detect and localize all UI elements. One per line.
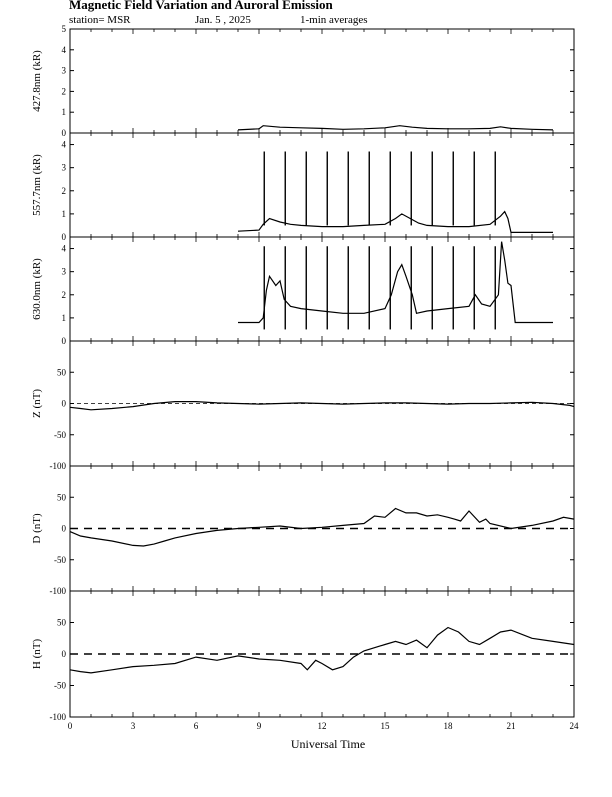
x-axis-label: Universal Time [290, 737, 366, 751]
ytick-label-p4278-4: 4 [61, 44, 66, 55]
series-line-pH-0 [70, 628, 574, 673]
xtick-label-18: 18 [443, 721, 453, 731]
ylabel-p6300: 630.0nm (kR) [31, 258, 43, 320]
xtick-label-3: 3 [130, 721, 136, 731]
ytick-label-pZ--50: -50 [54, 429, 66, 440]
ytick-label-pH--50: -50 [54, 680, 66, 691]
ytick-label-p4278-1: 1 [61, 107, 66, 118]
ytick-label-pZ-50: 50 [57, 367, 66, 378]
ylabel-pH: H (nT) [31, 638, 43, 670]
xtick-label-6: 6 [193, 721, 199, 731]
series-line-p4278-0 [238, 126, 553, 130]
ytick-label-pD-50: 50 [57, 492, 66, 503]
ytick-label-p5577-4: 4 [61, 139, 66, 150]
xtick-label-9: 9 [256, 721, 262, 731]
ytick-label-p6300-4: 4 [61, 243, 66, 254]
ytick-label-p4278-5: 5 [61, 24, 66, 34]
ytick-label-pH-50: 50 [57, 617, 66, 628]
xtick-label-15: 15 [380, 721, 390, 731]
ytick-label-p4278-3: 3 [61, 65, 66, 76]
ytick-label-pD--100: -100 [49, 586, 66, 596]
ytick-label-pH--100: -100 [49, 712, 66, 722]
ytick-label-p5577-0: 0 [61, 232, 66, 242]
chart-title: Magnetic Field Variation and Auroral Emission [69, 0, 333, 12]
ytick-label-pD-0: 0 [61, 523, 66, 534]
averaging-label: 1-min averages [300, 14, 368, 26]
ytick-label-pH-0: 0 [61, 649, 66, 659]
ytick-label-p4278-0: 0 [61, 128, 66, 138]
panel-frame-p4278 [70, 29, 574, 133]
ytick-label-p6300-3: 3 [61, 266, 66, 277]
ylabel-pD: D (nT) [31, 513, 43, 544]
ytick-label-p6300-2: 2 [61, 289, 66, 300]
series-line-pD-0 [70, 509, 574, 547]
ytick-label-p4278-2: 2 [61, 86, 66, 97]
station-label: station= MSR [69, 14, 131, 26]
ytick-label-p5577-3: 3 [61, 162, 66, 173]
ytick-label-p5577-1: 1 [61, 208, 66, 219]
xtick-label-0: 0 [67, 721, 73, 731]
ylabel-pZ: Z (nT) [31, 388, 43, 419]
xtick-label-12: 12 [317, 721, 327, 731]
ytick-label-p6300-0: 0 [61, 336, 66, 346]
date-label: Jan. 5 , 2025 [195, 14, 251, 26]
ylabel-p4278: 427.8nm (kR) [31, 50, 43, 112]
ytick-label-p5577-2: 2 [61, 185, 66, 196]
panel-frame-p5577 [70, 133, 574, 237]
ytick-label-pZ-0: 0 [61, 398, 66, 409]
ytick-label-p6300-1: 1 [61, 312, 66, 323]
series-line-pZ-0 [70, 402, 574, 410]
xtick-label-24: 24 [569, 721, 579, 731]
ytick-label-pD--50: -50 [54, 554, 66, 565]
ylabel-p5577: 557.7nm (kR) [31, 154, 43, 216]
xtick-label-21: 21 [506, 721, 516, 731]
ytick-label-pZ--100: -100 [49, 461, 66, 471]
